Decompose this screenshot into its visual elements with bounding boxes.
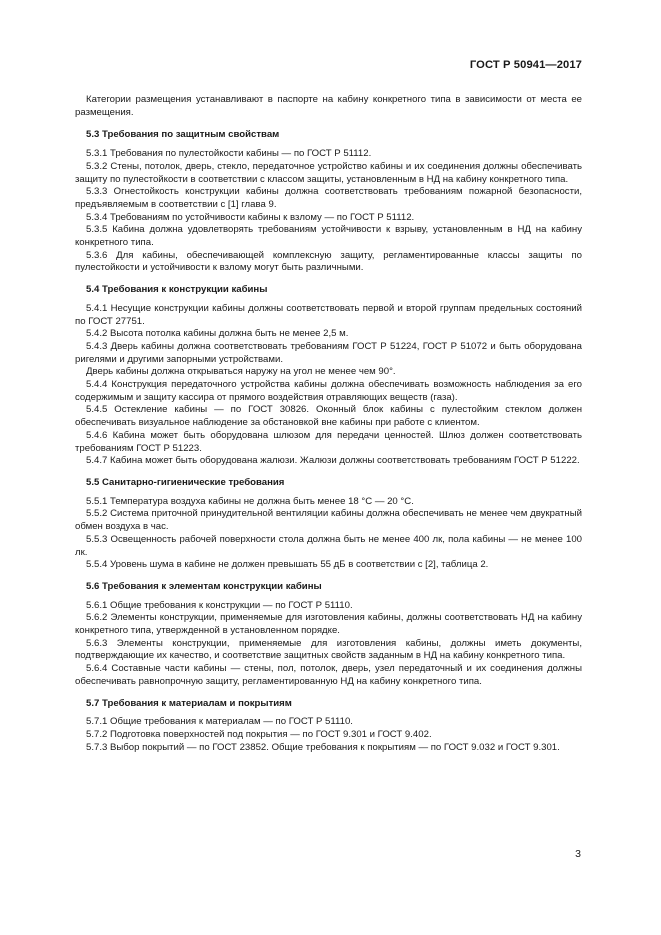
section-heading-5-3: 5.3 Требования по защитным свойствам <box>86 129 280 141</box>
paragraph: 5.4.3 Дверь кабины должна соответствовать требованиям ГОСТ Р 51224, ГОСТ Р 51072 и быть оборудована ригелями и другими запорными устройствами. <box>75 340 582 365</box>
paragraph: 5.5.3 Освещенность рабочей поверхности стола должна быть не менее 400 лк, пола кабины — не менее 100 лк. <box>75 533 582 558</box>
paragraph: 5.5.4 Уровень шума в кабине не должен превышать 55 дБ в соответствии с [2], таблица 2. <box>86 559 489 571</box>
page-number: 3 <box>575 848 581 860</box>
paragraph: 5.3.1 Требования по пулестойкости кабины — по ГОСТ Р 51112. <box>86 148 372 160</box>
paragraph: 5.6.4 Составные части кабины — стены, пол, потолок, дверь, узел передаточный и их соединения должны обеспечивать равнопрочную защиту, регламентированную НД на кабину конкретного типа. <box>75 663 582 687</box>
section-heading-5-6: 5.6 Требования к элементам конструкции кабины <box>86 580 322 592</box>
paragraph: 5.3.3 Огнестойкость конструкции кабины должна соответствовать требованиям пожарной безопасности, предъявляемым в соответствии с [1] глава 9. <box>75 186 582 210</box>
paragraph: 5.3.5 Кабина должна удовлетворять требованиям устойчивости к взрыву, установленным в НД на кабину конкретного типа. <box>75 224 582 249</box>
paragraph: 5.4.1 Несущие конструкции кабины должны соответствовать первой и второй группам предельных состояний по ГОСТ 27751. <box>75 302 582 327</box>
section-heading-5-7: 5.7 Требования к материалам и покрытиям <box>86 697 292 709</box>
paragraph: 5.4.7 Кабина может быть оборудована жалюзи. Жалюзи должны соответствовать требованиям ГОСТ Р 51222. <box>86 455 580 467</box>
document-header: ГОСТ Р 50941—2017 <box>469 59 582 71</box>
paragraph: 5.3.6 Для кабины, обеспечивающей комплексную защиту, регламентированные классы защиты по пулестойкости и устойчивости к взлому могут быть различными. <box>75 249 582 274</box>
section-heading-5-5: 5.5 Санитарно-гигиенические требования <box>86 476 285 488</box>
paragraph: 5.5.2 Система приточной принудительной вентиляции кабины должна обеспечивать не менее чем двукратный обмен воздуха в час. <box>75 508 582 533</box>
paragraph: 5.3.4 Требованиям по устойчивости кабины к взлому — по ГОСТ Р 51112. <box>86 211 415 223</box>
paragraph: 5.7.3 Выбор покрытий — по ГОСТ 23852. Общие требования к покрытиям — по ГОСТ 9.032 и ГОСТ 9.301. <box>86 741 560 753</box>
section-heading-5-4: 5.4 Требования к конструкции кабины <box>86 284 268 296</box>
paragraph: 5.4.2 Высота потолка кабины должна быть не менее 2,5 м. <box>86 328 349 340</box>
document-body <box>75 94 582 754</box>
paragraph: 5.3.2 Стены, потолок, дверь, стекло, передаточное устройство кабины и их соединения должны обеспечивать защиту по пулестойкости в соответствии с классом защиты, установленным в НД на кабину конкретного типа. <box>75 160 582 185</box>
paragraph: Дверь кабины должна открываться наружу на угол не менее чем 90°. <box>86 366 396 378</box>
paragraph: 5.7.2 Подготовка поверхностей под покрытия — по ГОСТ 9.301 и ГОСТ 9.402. <box>86 728 432 740</box>
paragraph: 5.7.1 Общие требования к материалам — по ГОСТ Р 51110. <box>86 716 353 728</box>
paragraph: 5.4.6 Кабина может быть оборудована шлюзом для передачи ценностей. Шлюз должен соответствовать требованиям ГОСТ Р 51223. <box>75 429 582 454</box>
paragraph: 5.4.5 Остекление кабины — по ГОСТ 30826. Оконный блок кабины с пулестойким стеклом должен обеспечивать визуальное наблюдение за обстановкой вне кабины при работе с клиентом. <box>75 404 582 429</box>
paragraph: 5.6.2 Элементы конструкции, применяемые для изготовления кабины, должны соответствовать НД на кабину конкретного типа, утвержденной в установленном порядке. <box>75 612 582 637</box>
paragraph: 5.6.3 Элементы конструкции, применяемые для изготовления кабины, должны иметь документы, подтверждающие их качество, и соответствие защитных свойств заданным в НД на кабину конкретного типа. <box>75 637 582 662</box>
intro-paragraph: Категории размещения устанавливают в паспорте на кабину конкретного типа в зависимости от места ее размещения. <box>75 94 582 118</box>
paragraph: 5.5.1 Температура воздуха кабины не должна быть менее 18 °С — 20 °С. <box>86 495 414 507</box>
paragraph: 5.4.4 Конструкция передаточного устройства кабины должна обеспечивать возможность наблюдения за его содержимым и защиту кассира от прямого воздействия отравляющих веществ (газа). <box>75 379 582 403</box>
paragraph: 5.6.1 Общие требования к конструкции — по ГОСТ Р 51110. <box>86 599 353 611</box>
